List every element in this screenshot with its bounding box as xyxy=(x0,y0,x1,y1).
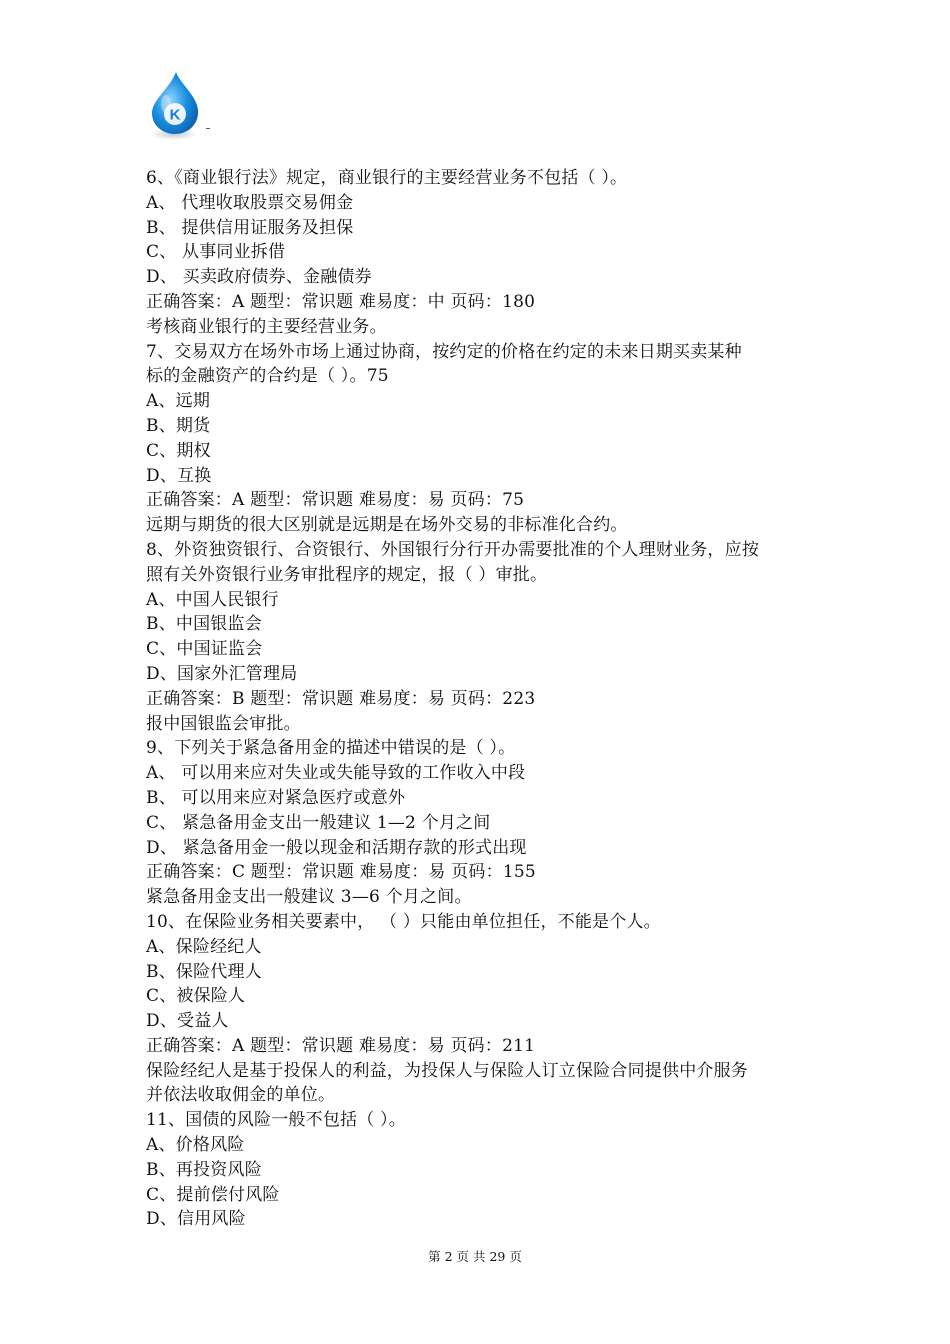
question-8-option-b: B、中国银监会 xyxy=(146,614,262,635)
question-10-explanation-line-1: 保险经纪人是基于投保人的利益，为投保人与保险人订立保险合同提供中介服务 xyxy=(146,1060,748,1081)
question-8-stem-line-2: 照有关外资银行业务审批程序的规定，报（ ）审批。 xyxy=(146,564,548,585)
question-9-option-c: C、 紧急备用金支出一般建议 1—2 个月之间 xyxy=(146,812,491,833)
company-logo-icon xyxy=(142,70,212,142)
question-10-option-a: A、保险经纪人 xyxy=(146,936,262,957)
question-6-option-a: A、 代理收取股票交易佣金 xyxy=(146,192,354,213)
question-7-option-c: C、期权 xyxy=(146,440,211,461)
question-6-option-b: B、 提供信用证服务及担保 xyxy=(146,217,354,238)
question-11-stem: 11、国债的风险一般不包括（ ）。 xyxy=(146,1110,406,1131)
question-10-option-c: C、被保险人 xyxy=(146,986,246,1007)
question-10-explanation-line-2: 并依法收取佣金的单位。 xyxy=(146,1085,336,1106)
question-9-stem: 9、下列关于紧急备用金的描述中错误的是（ ）。 xyxy=(146,738,516,759)
question-6-option-d: D、 买卖政府债券、金融债券 xyxy=(146,267,372,288)
question-8-option-a: A、中国人民银行 xyxy=(146,589,279,610)
question-8-explanation: 报中国银监会审批。 xyxy=(146,713,301,734)
logo-underline-mark xyxy=(206,128,210,129)
question-7-answer: 正确答案：A 题型：常识题 难易度：易 页码：75 xyxy=(146,490,525,511)
question-11-option-a: A、价格风险 xyxy=(146,1135,245,1156)
question-10-option-d: D、受益人 xyxy=(146,1011,229,1032)
question-7-explanation: 远期与期货的很大区别就是远期是在场外交易的非标准化合约。 xyxy=(146,515,628,536)
question-10-option-b: B、保险代理人 xyxy=(146,961,262,982)
page-footer: 第 2 页 共 29 页 xyxy=(428,1249,522,1264)
svg-text:K: K xyxy=(169,106,181,124)
question-6-answer: 正确答案：A 题型：常识题 难易度：中 页码：180 xyxy=(146,291,536,312)
question-6-explanation: 考核商业银行的主要经营业务。 xyxy=(146,316,387,337)
question-7-option-d: D、互换 xyxy=(146,465,212,486)
document-body xyxy=(146,166,826,1232)
question-8-answer: 正确答案：B 题型：常识题 难易度：易 页码：223 xyxy=(146,688,536,709)
question-11-option-b: B、再投资风险 xyxy=(146,1159,262,1180)
question-7-option-a: A、远期 xyxy=(146,391,211,412)
question-11-option-d: D、信用风险 xyxy=(146,1209,246,1230)
question-6-option-c: C、 从事同业拆借 xyxy=(146,242,286,263)
question-9-option-a: A、 可以用来应对失业或失能导致的工作收入中段 xyxy=(146,763,526,784)
question-6-stem: 6、《商业银行法》规定，商业银行的主要经营业务不包括（ ）。 xyxy=(146,168,628,188)
question-9-answer: 正确答案：C 题型：常识题 难易度：易 页码：155 xyxy=(146,862,536,883)
question-7-stem-line-2: 标的金融资产的合约是（ ）。75 xyxy=(146,366,389,387)
question-7-stem-line-1: 7、交易双方在场外市场上通过协商，按约定的价格在约定的未来日期买卖某种 xyxy=(146,341,742,362)
question-11-option-c: C、提前偿付风险 xyxy=(146,1184,280,1205)
question-8-stem-line-1: 8、外资独资银行、合资银行、外国银行分行开办需要批准的个人理财业务，应按 xyxy=(146,539,760,560)
question-7-option-b: B、期货 xyxy=(146,415,211,436)
question-9-option-d: D、 紧急备用金一般以现金和活期存款的形式出现 xyxy=(146,837,527,858)
question-8-option-c: C、中国证监会 xyxy=(146,639,263,660)
question-8-option-d: D、国家外汇管理局 xyxy=(146,663,298,684)
question-9-explanation: 紧急备用金支出一般建议 3—6 个月之间。 xyxy=(146,887,472,908)
question-10-answer: 正确答案：A 题型：常识题 难易度：易 页码：211 xyxy=(146,1035,536,1056)
question-10-stem: 10、在保险业务相关要素中， （ ）只能由单位担任，不能是个人。 xyxy=(146,911,661,932)
question-9-option-b: B、 可以用来应对紧急医疗或意外 xyxy=(146,787,406,808)
